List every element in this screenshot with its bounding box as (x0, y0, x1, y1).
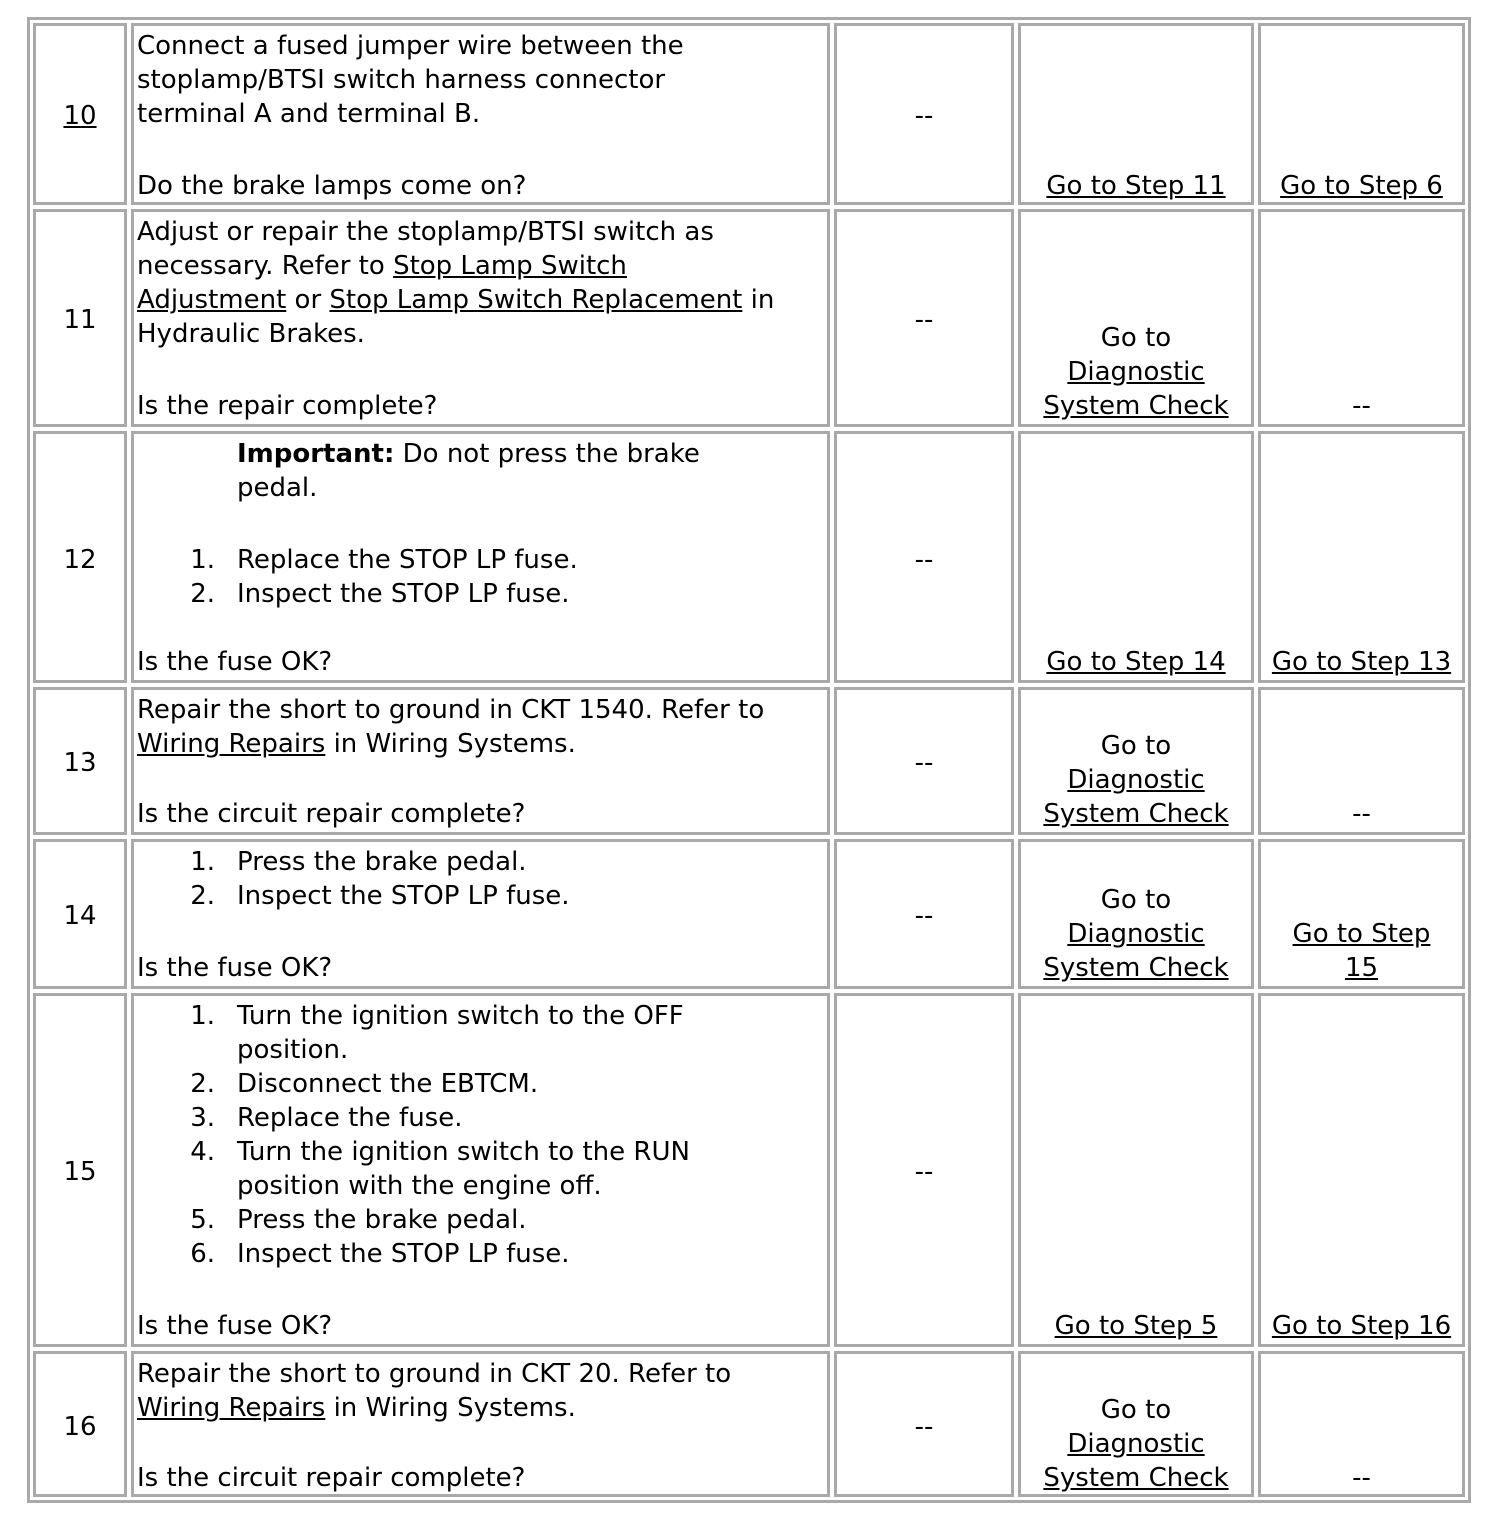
yes-text: Go to (1100, 731, 1172, 761)
value-cell (834, 431, 1014, 683)
action-line: Repair the short to ground in CKT 20. Refer to (137, 1359, 732, 1389)
action-cell (131, 839, 830, 989)
action-text: necessary. Refer to (137, 251, 394, 281)
question-text: Do the brake lamps come on? (137, 171, 527, 201)
value-cell (834, 209, 1014, 427)
value-text: -- (914, 901, 934, 931)
action-text: in Wiring Systems. (325, 729, 576, 759)
list-item (171, 543, 578, 577)
no-link[interactable]: Go to Step 16 (1271, 1311, 1452, 1341)
diagnostic-system-check-link[interactable]: System Check (1043, 391, 1229, 421)
list-item (171, 1237, 570, 1271)
yes-cell (1018, 23, 1254, 205)
diagnostic-system-check-link[interactable]: Diagnostic (1067, 919, 1205, 949)
diagnostic-system-check-link[interactable]: Diagnostic (1067, 1429, 1205, 1459)
value-text: -- (914, 748, 934, 778)
list-number: 5. (190, 1205, 215, 1235)
step-cell (33, 1351, 127, 1497)
list-number: 2. (190, 579, 215, 609)
question-text: Is the circuit repair complete? (137, 1463, 526, 1493)
list-number: 1. (190, 545, 215, 575)
action-line (137, 727, 576, 761)
value-text: -- (914, 1157, 934, 1187)
list-text: Inspect the STOP LP fuse. (237, 579, 570, 609)
action-text: in Wiring Systems. (325, 1393, 576, 1423)
value-text: -- (914, 545, 934, 575)
stop-lamp-switch-adjustment-link[interactable]: Stop Lamp Switch (393, 251, 627, 281)
action-line: Connect a fused jumper wire between the (137, 31, 684, 61)
list-item (171, 1101, 462, 1135)
no-link[interactable]: Go to Step 13 (1271, 647, 1452, 677)
diagnostic-system-check-link[interactable]: System Check (1043, 799, 1229, 829)
list-item (171, 1203, 527, 1237)
step-number: 13 (63, 748, 97, 778)
value-text: -- (914, 1412, 934, 1442)
action-cell (131, 209, 830, 427)
list-item (171, 999, 684, 1033)
diagnostic-system-check-link[interactable]: Diagnostic (1067, 765, 1205, 795)
list-number: 2. (190, 1069, 215, 1099)
list-item (171, 1135, 690, 1169)
no-text: -- (1352, 391, 1371, 421)
action-line: Adjust or repair the stoplamp/BTSI switch as (137, 217, 714, 247)
no-cell (1258, 431, 1465, 683)
list-text: Turn the ignition switch to the OFF (237, 1001, 684, 1031)
action-text: in (742, 285, 775, 315)
yes-cell (1018, 209, 1254, 427)
no-link[interactable]: Go to Step (1292, 919, 1431, 949)
list-number: 2. (190, 881, 215, 911)
yes-text: Go to (1100, 323, 1172, 353)
list-text: Press the brake pedal. (237, 1205, 527, 1235)
list-item (171, 1067, 538, 1101)
question-text: Is the fuse OK? (137, 647, 333, 677)
action-cell (131, 1351, 830, 1497)
value-cell (834, 1351, 1014, 1497)
list-number: 1. (190, 847, 215, 877)
diagnostic-system-check-link[interactable]: System Check (1043, 953, 1229, 983)
action-line (137, 1391, 576, 1425)
no-text: -- (1352, 1463, 1371, 1493)
question-text: Is the circuit repair complete? (137, 799, 526, 829)
no-link[interactable]: Go to Step 6 (1280, 171, 1443, 201)
list-number: 3. (190, 1103, 215, 1133)
value-text: -- (914, 101, 934, 131)
no-cell (1258, 209, 1465, 427)
yes-link[interactable]: Go to Step 11 (1046, 171, 1226, 201)
step-number: 11 (63, 305, 97, 335)
yes-cell (1018, 687, 1254, 835)
list-text: Disconnect the EBTCM. (237, 1069, 539, 1099)
list-text: Replace the STOP LP fuse. (237, 545, 578, 575)
question-text: Is the repair complete? (137, 391, 438, 421)
wiring-repairs-link[interactable]: Wiring Repairs (137, 1393, 326, 1423)
yes-text: Go to (1100, 885, 1172, 915)
wiring-repairs-link[interactable]: Wiring Repairs (137, 729, 326, 759)
value-cell (834, 687, 1014, 835)
list-number: 4. (190, 1137, 215, 1167)
no-link[interactable]: 15 (1344, 953, 1379, 983)
yes-link[interactable]: Go to Step 14 (1046, 647, 1226, 677)
step-number: 16 (63, 1412, 97, 1442)
step-cell (33, 839, 127, 989)
yes-cell (1018, 993, 1254, 1347)
action-text: or (286, 285, 330, 315)
step-number: 12 (63, 545, 97, 575)
list-text: Inspect the STOP LP fuse. (237, 1239, 570, 1269)
list-text: Press the brake pedal. (237, 847, 527, 877)
diagnostic-system-check-link[interactable]: Diagnostic (1067, 357, 1205, 387)
step-cell (33, 23, 127, 205)
no-cell (1258, 839, 1465, 989)
step-cell (33, 209, 127, 427)
list-number: 1. (190, 1001, 215, 1031)
list-text: Turn the ignition switch to the RUN (237, 1137, 690, 1167)
important-label: Important: (237, 439, 395, 469)
yes-cell (1018, 839, 1254, 989)
no-cell (1258, 687, 1465, 835)
list-text: Replace the fuse. (237, 1103, 463, 1133)
yes-cell (1018, 431, 1254, 683)
step-link[interactable]: 10 (63, 101, 97, 131)
step-number: 15 (63, 1157, 97, 1187)
value-text: -- (914, 305, 934, 335)
list-item (171, 845, 527, 879)
action-cell (131, 687, 830, 835)
action-line: Hydraulic Brakes. (137, 319, 365, 349)
yes-text: Go to (1100, 1395, 1172, 1425)
stop-lamp-switch-adjustment-link[interactable]: Adjustment (137, 285, 287, 315)
action-line (137, 249, 627, 283)
diagnostic-system-check-link[interactable]: System Check (1043, 1463, 1229, 1493)
action-line (137, 283, 774, 317)
step-cell (33, 431, 127, 683)
important-text: pedal. (237, 473, 318, 503)
value-cell (834, 993, 1014, 1347)
list-number: 6. (190, 1239, 215, 1269)
action-cell (131, 23, 830, 205)
question-text: Is the fuse OK? (137, 953, 333, 983)
list-item (171, 577, 570, 611)
action-cell (131, 431, 830, 683)
list-text: Inspect the STOP LP fuse. (237, 881, 570, 911)
value-cell (834, 839, 1014, 989)
no-cell (1258, 993, 1465, 1347)
question-text: Is the fuse OK? (137, 1311, 333, 1341)
stop-lamp-switch-replacement-link[interactable]: Stop Lamp Switch Replacement (329, 285, 743, 315)
list-text: position. (237, 1035, 349, 1065)
step-number: 14 (63, 901, 97, 931)
list-text: position with the engine off. (237, 1171, 602, 1201)
important-text: Do not press the brake (394, 439, 700, 469)
yes-link[interactable]: Go to Step 5 (1054, 1311, 1218, 1341)
action-line: terminal A and terminal B. (137, 99, 481, 129)
yes-cell (1018, 1351, 1254, 1497)
important-note (237, 437, 700, 471)
action-cell (131, 993, 830, 1347)
diagnostic-table (27, 17, 1471, 1503)
list-item (171, 879, 570, 913)
value-cell (834, 23, 1014, 205)
action-line: Repair the short to ground in CKT 1540. Refer to (137, 695, 765, 725)
no-cell (1258, 23, 1465, 205)
no-cell (1258, 1351, 1465, 1497)
no-text: -- (1352, 799, 1371, 829)
action-line: stoplamp/BTSI switch harness connector (137, 65, 666, 95)
step-cell (33, 993, 127, 1347)
step-cell (33, 687, 127, 835)
